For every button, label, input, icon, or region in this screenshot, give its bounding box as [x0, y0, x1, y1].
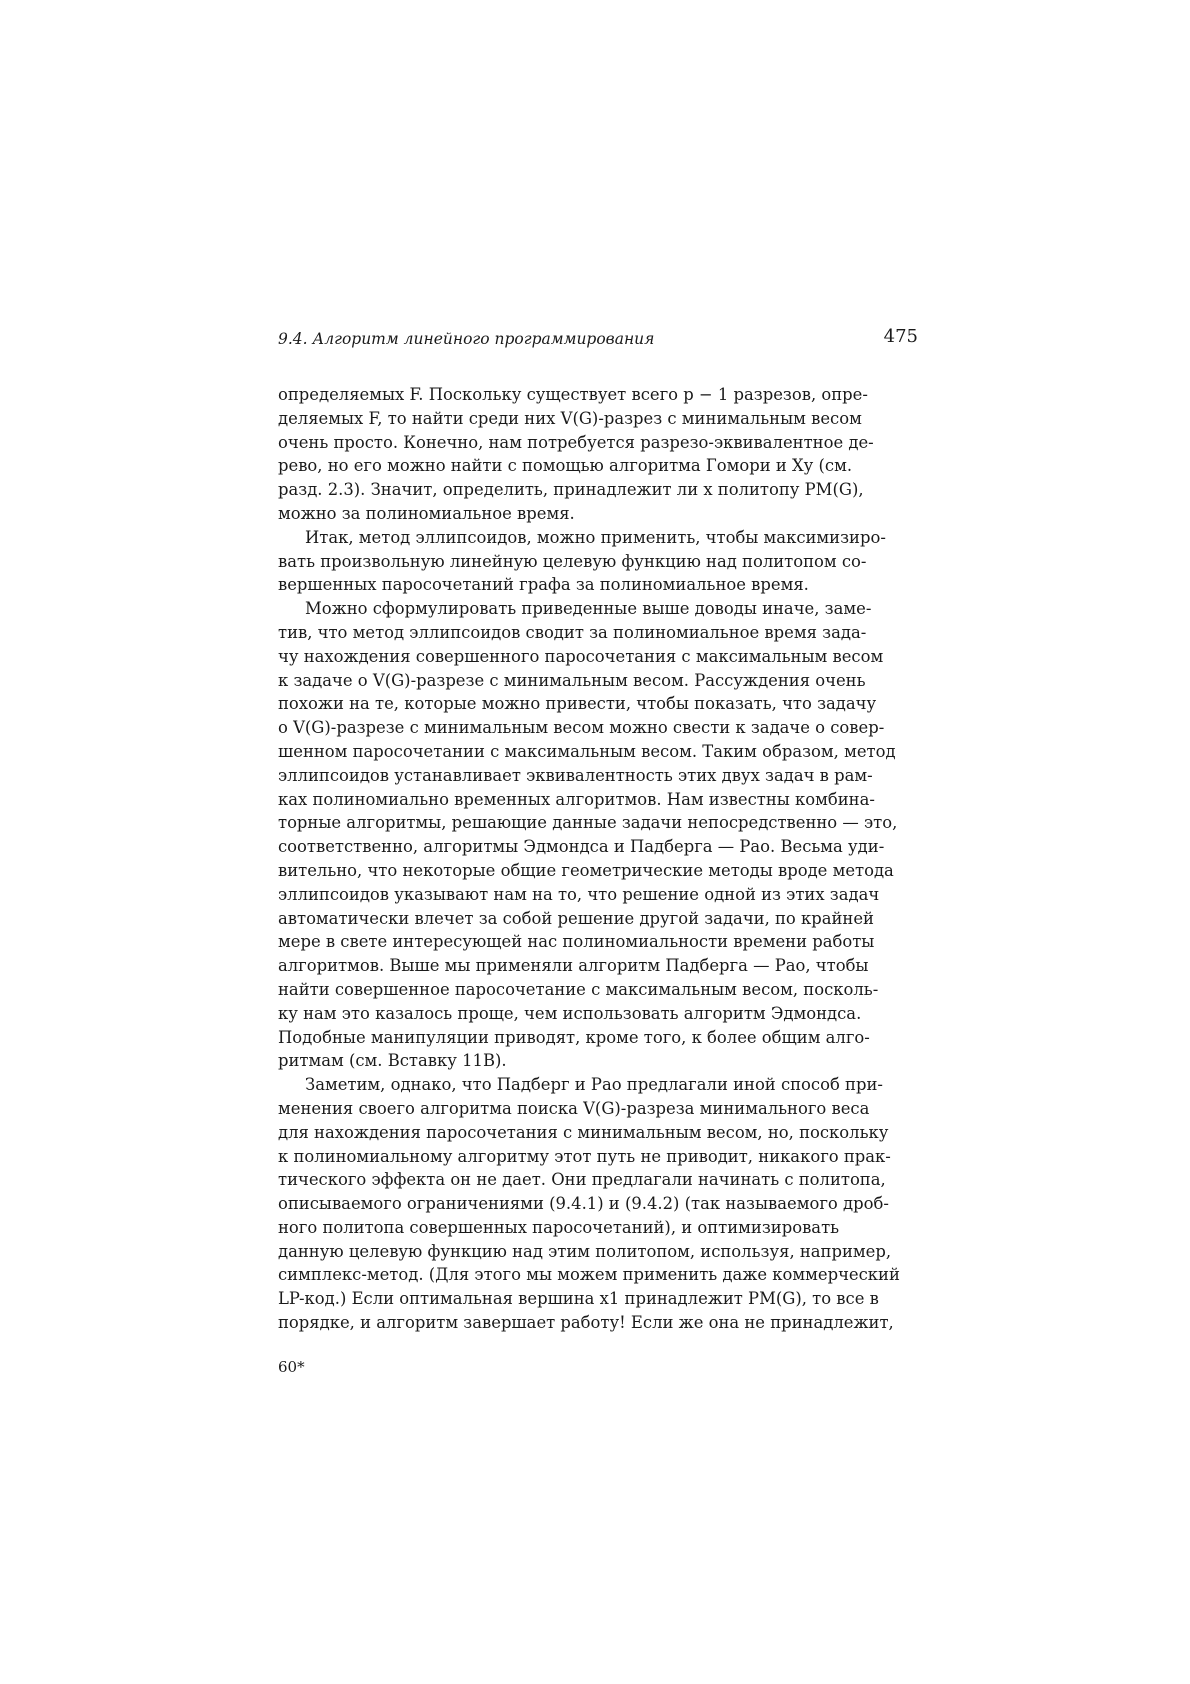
text-line: вершенных паросочетаний графа за полиномиальное время. [278, 575, 809, 595]
page-number: 475 [883, 326, 918, 347]
text-line: соответственно, алгоритмы Эдмондса и Падберга — Рао. Весьма уди- [278, 837, 885, 857]
paragraph [278, 1073, 918, 1335]
body-text [278, 383, 918, 1335]
text-line: шенном паросочетании с максимальным весом. Таким образом, метод [278, 741, 896, 761]
text-line: LP-код.) Если оптимальная вершина x1 принадлежит PM(G), то все в [278, 1289, 879, 1309]
text-line: эллипсоидов устанавливает эквивалентность этих двух задач в рам- [278, 765, 873, 785]
text-line: Итак, метод эллипсоидов, можно применить, чтобы максимизиро- [305, 527, 886, 547]
text-line: тического эффекта он не дает. Они предлагали начинать с политопа, [278, 1170, 886, 1190]
text-line: ках полиномиально временных алгоритмов. Нам известны комбина- [278, 789, 875, 809]
text-line: описываемого ограничениями (9.4.1) и (9.4.2) (так называемого дроб- [278, 1194, 889, 1214]
text-line: о V(G)-разрезе с минимальным весом можно свести к задаче о совер- [278, 718, 885, 738]
text-line: ку нам это казалось проще, чем использовать алгоритм Эдмондса. [278, 1003, 862, 1023]
text-line: рево, но его можно найти с помощью алгоритма Гомори и Ху (см. [278, 456, 853, 476]
text-line: симплекс-метод. (Для этого мы можем применить даже коммерческий [278, 1265, 900, 1285]
text-line: данную целевую функцию над этим политопом, используя, например, [278, 1241, 892, 1261]
text-line: ного политопа совершенных паросочетаний), и оптимизировать [278, 1217, 840, 1237]
text-line: ритмам (см. Вставку 11В). [278, 1051, 507, 1071]
text-line: тив, что метод эллипсоидов сводит за полиномиальное время зада- [278, 622, 867, 642]
text-line: эллипсоидов указывают нам на то, что решение одной из этих задач [278, 884, 880, 904]
text-line: для нахождения паросочетания с минимальным весом, но, поскольку [278, 1122, 889, 1142]
text-line: чу нахождения совершенного паросочетания с максимальным весом [278, 646, 884, 666]
text-line: менения своего алгоритма поиска V(G)-разреза минимального веса [278, 1098, 870, 1118]
text-line: алгоритмов. Выше мы применяли алгоритм Падберга — Рао, чтобы [278, 956, 869, 976]
text-line: можно за полиномиальное время. [278, 503, 575, 523]
text-line: Заметим, однако, что Падберг и Рао предлагали иной способ при- [305, 1075, 883, 1095]
text-line: к полиномиальному алгоритму этот путь не приводит, никакого прак- [278, 1146, 891, 1166]
text-line: Подобные манипуляции приводят, кроме того, к более общим алго- [278, 1027, 870, 1047]
text-line: торные алгоритмы, решающие данные задачи непосредственно — это, [278, 813, 898, 833]
text-line: разд. 2.3). Значит, определить, принадлежит ли x политопу PM(G), [278, 480, 864, 500]
running-head [278, 326, 918, 350]
running-title: 9.4. Алгоритм линейного программирования [278, 330, 655, 348]
text-line: найти совершенное паросочетание с максимальным весом, посколь- [278, 979, 879, 999]
text-line: деляемых F, то найти среди них V(G)-разрез с минимальным весом [278, 408, 862, 428]
paragraph [278, 383, 918, 526]
paragraph [278, 597, 918, 1073]
text-line: к задаче о V(G)-разрезе с минимальным весом. Рассуждения очень [278, 670, 866, 690]
signature-mark: 60* [278, 1358, 305, 1376]
text-line: похожи на те, которые можно привести, чтобы показать, что задачу [278, 694, 877, 714]
text-line: очень просто. Конечно, нам потребуется разрезо-эквивалентное де- [278, 432, 874, 452]
text-line: вительно, что некоторые общие геометрические методы вроде метода [278, 860, 894, 880]
text-line: определяемых F. Поскольку существует всего p − 1 разрезов, опре- [278, 385, 868, 404]
paragraph [278, 526, 918, 597]
text-line: мере в свете интересующей нас полиномиальности времени работы [278, 932, 875, 952]
text-line: вать произвольную линейную целевую функцию над политопом со- [278, 551, 867, 571]
text-line: Можно сформулировать приведенные выше доводы иначе, заме- [305, 599, 872, 619]
text-line: автоматически влечет за собой решение другой задачи, по крайней [278, 908, 874, 928]
text-line: порядке, и алгоритм завершает работу! Если же она не принадлежит, [278, 1313, 894, 1333]
